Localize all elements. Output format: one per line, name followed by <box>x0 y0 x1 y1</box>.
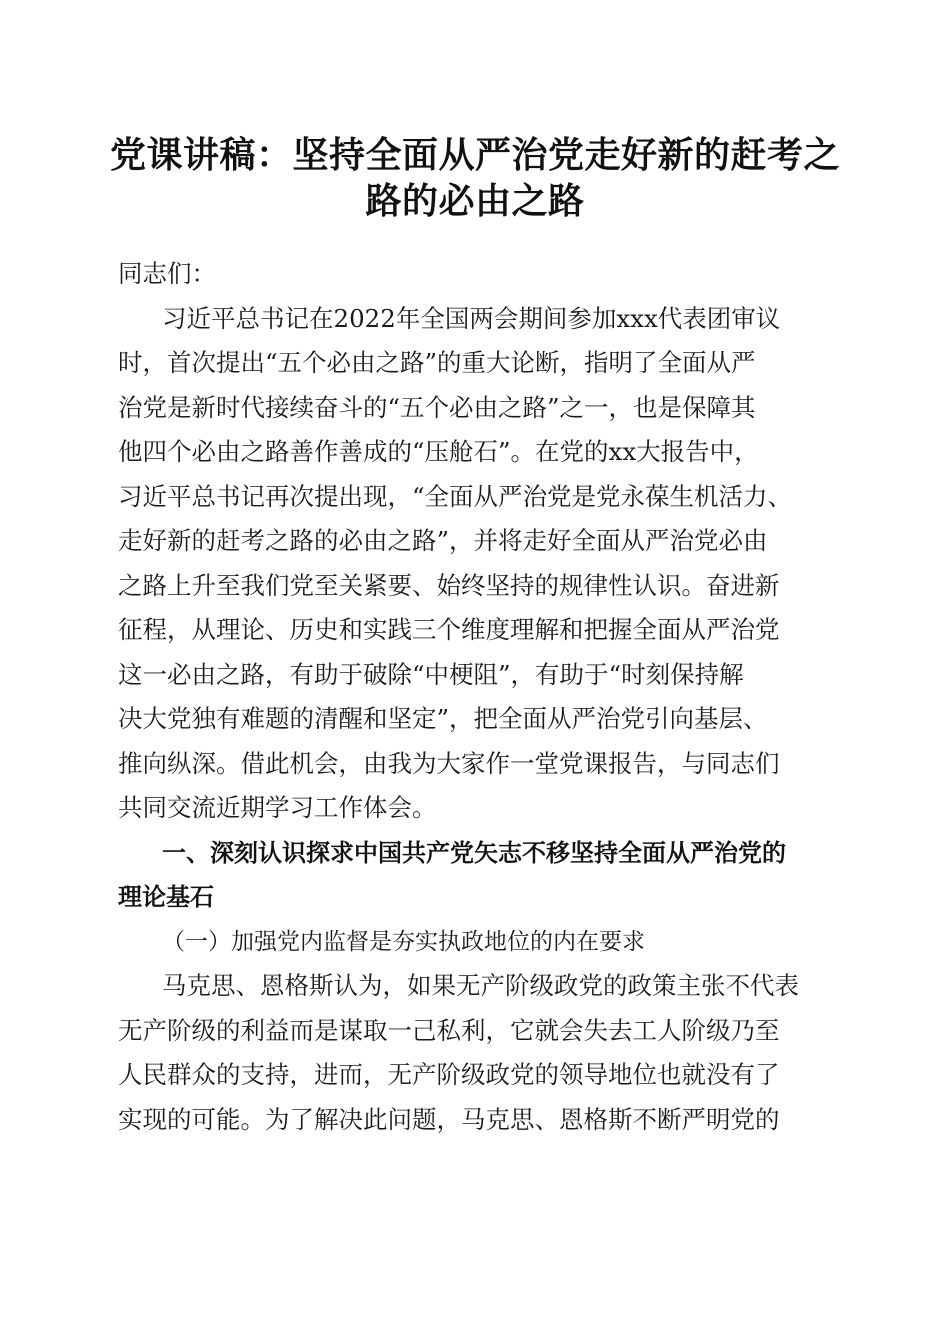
document-body <box>118 252 830 1142</box>
intro-line: 这一必由之路，有助于破除“中梗阻”，有助于“时刻保持解 <box>118 659 744 689</box>
intro-line: 习近平总书记再次提出现，“全面从严治党是党永葆生机活力、 <box>118 481 793 511</box>
paragraph-line: 人民群众的支持，进而，无产阶级政党的领导地位也就没有了 <box>118 1060 780 1089</box>
section-heading-line: 理论基石 <box>118 883 214 911</box>
paragraph-line: 实现的可能。为了解决此问题，马克思、恩格斯不断严明党的 <box>118 1104 780 1134</box>
intro-line: 治党是新时代接续奋斗的“五个必由之路”之一，也是保障其 <box>118 392 756 422</box>
intro-line: 走好新的赶考之路的必由之路”，并将走好全面从严治党必由 <box>118 526 768 555</box>
intro-line: 征程，从理论、历史和实践三个维度理解和把握全面从严治党 <box>118 615 780 644</box>
intro-line: 习近平总书记在2022年全国两会期间参加xxx代表团审议 <box>162 303 781 333</box>
intro-line: 他四个必由之路善作善成的“压舱石”。在党的xx大报告中， <box>118 437 759 466</box>
section-heading-line: 一、深刻认识探求中国共产党矢志不移坚持全面从严治党的 <box>162 838 786 867</box>
document-title <box>100 132 850 224</box>
intro-line: 之路上升至我们党至关紧要、始终坚持的规律性认识。奋进新 <box>118 570 780 600</box>
paragraph-line: 马克思、恩格斯认为，如果无产阶级政党的政策主张不代表 <box>162 971 799 1000</box>
paragraph-line: 无产阶级的利益而是谋取一己私利，它就会失去工人阶级乃至 <box>118 1015 780 1045</box>
title-line-1: 党课讲稿：坚持全面从严治党走好新的赶考之 <box>109 134 840 176</box>
intro-line: 共同交流近期学习工作体会。 <box>118 793 437 822</box>
intro-line: 决大党独有难题的清醒和坚定”，把全面从严治党引向基层、 <box>118 704 768 733</box>
subsection-heading: （一）加强党内监督是夯实执政地位的内在要求 <box>162 928 645 955</box>
intro-line: 时，首次提出“五个必由之路”的重大论断，指明了全面从严 <box>118 348 756 377</box>
salutation: 同志们： <box>118 259 216 288</box>
intro-line: 推向纵深。借此机会，由我为大家作一堂党课报告，与同志们 <box>118 748 780 778</box>
title-line-2: 路的必由之路 <box>365 180 585 222</box>
